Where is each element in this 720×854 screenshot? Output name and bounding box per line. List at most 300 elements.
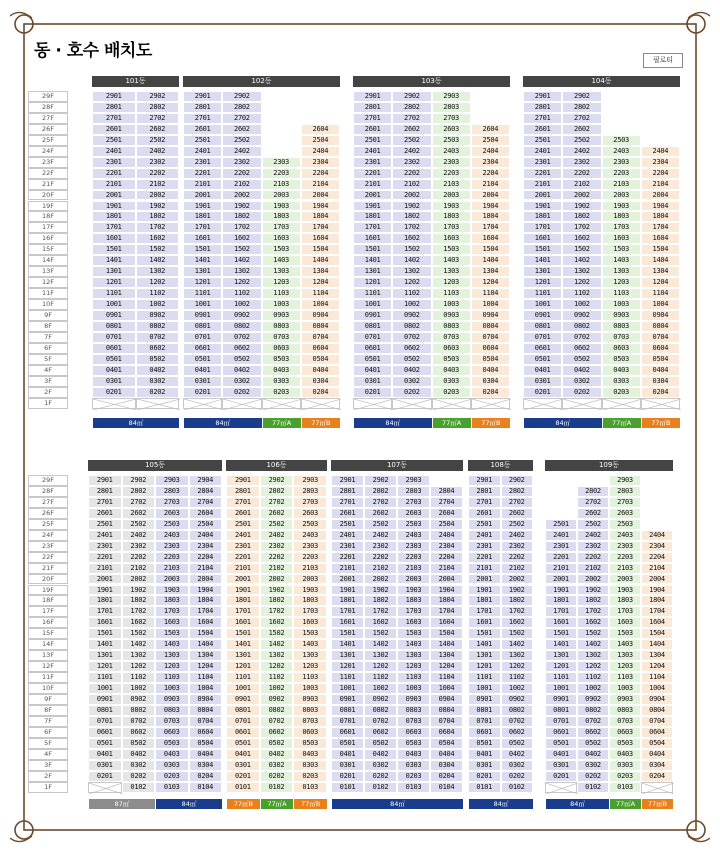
unit-cell: 1801 xyxy=(353,211,392,222)
unit-cell: 0301 xyxy=(92,376,136,387)
unit-cell: 2002 xyxy=(260,574,294,585)
unit-cell: 2101 xyxy=(523,179,562,190)
unit-cell: 1301 xyxy=(545,650,577,661)
unit-cell: 1501 xyxy=(92,244,136,255)
unit-cell: 0203 xyxy=(262,387,301,398)
unit-cell: 1904 xyxy=(189,585,223,596)
unit-cell: 0902 xyxy=(562,310,601,321)
unit-cell: 1403 xyxy=(602,255,641,266)
unit-cell: 1402 xyxy=(501,639,534,650)
floor-label: 11F xyxy=(28,672,68,683)
unit-cell: 2201 xyxy=(183,168,222,179)
unit-cell: 2801 xyxy=(353,102,392,113)
unit-cell: 0301 xyxy=(545,760,577,771)
unit-cell: 2502 xyxy=(222,135,261,146)
unit-cell: 0904 xyxy=(641,310,680,321)
floor-label: 24F xyxy=(28,146,68,157)
unit-cell: 0303 xyxy=(432,376,471,387)
unit-cell: 2502 xyxy=(122,519,156,530)
unit-cell: 2401 xyxy=(226,530,260,541)
unit-cell: 2002 xyxy=(364,574,397,585)
unit-cell: 0903 xyxy=(262,310,301,321)
unit-cell: 0403 xyxy=(602,365,641,376)
piloti-cell xyxy=(301,398,340,409)
unit-cell: 1404 xyxy=(641,639,673,650)
unit-cell: 0904 xyxy=(641,694,673,705)
unit-cell: 0401 xyxy=(183,365,222,376)
unit-cell: 0202 xyxy=(501,771,534,782)
unit-cell: 1902 xyxy=(392,201,431,212)
unit-cell: 0401 xyxy=(468,749,501,760)
floor-label: 1F xyxy=(28,782,68,793)
piloti-cell xyxy=(471,398,510,409)
unit-cell: 1302 xyxy=(260,650,294,661)
unit-cell: 1802 xyxy=(136,211,180,222)
unit-cell: 0804 xyxy=(301,321,340,332)
unit-cell: 1204 xyxy=(641,277,680,288)
unit-cell: 1003 xyxy=(262,299,301,310)
unit-cell: 1502 xyxy=(501,628,534,639)
unit-cell: 0302 xyxy=(364,760,397,771)
unit-cell: 1401 xyxy=(92,255,136,266)
unit-cell: 2302 xyxy=(136,157,180,168)
unit-cell: 2701 xyxy=(331,497,364,508)
piloti-cell xyxy=(641,782,673,793)
unit-cell: 1801 xyxy=(545,595,577,606)
unit-cell: 0602 xyxy=(562,343,601,354)
unit-cell: 0901 xyxy=(331,694,364,705)
unit-cell: 1101 xyxy=(523,288,562,299)
floor-label: 17F xyxy=(28,606,68,617)
unit-cell: 0501 xyxy=(226,738,260,749)
unit-cell: 1301 xyxy=(92,266,136,277)
unit-cell: 2002 xyxy=(562,190,601,201)
unit-cell: 0802 xyxy=(122,705,156,716)
unit-cell: 0301 xyxy=(331,760,364,771)
unit-cell: 2902 xyxy=(364,475,397,486)
unit-cell: 1103 xyxy=(432,288,471,299)
unit-cell: 1302 xyxy=(136,266,180,277)
unit-cell: 2302 xyxy=(222,157,261,168)
unit-cell: 0402 xyxy=(577,749,609,760)
unit-cell: 0701 xyxy=(92,332,136,343)
unit-cell: 1704 xyxy=(430,606,463,617)
floor-label: 8F xyxy=(28,705,68,716)
unit-cell: 2201 xyxy=(88,552,122,563)
unit-cell: 2801 xyxy=(88,486,122,497)
unit-cell: 1802 xyxy=(501,595,534,606)
unit-cell: 1001 xyxy=(353,299,392,310)
unit-cell: 0902 xyxy=(222,310,261,321)
unit-cell: 2303 xyxy=(293,541,327,552)
building-header: 102동 xyxy=(183,76,340,87)
unit-cell: 1202 xyxy=(392,277,431,288)
piloti-cross-icon xyxy=(302,399,341,410)
unit-cell: 1401 xyxy=(523,255,562,266)
unit-cell: 0801 xyxy=(92,321,136,332)
piloti-cross-icon xyxy=(393,399,432,410)
unit-cell: 1802 xyxy=(222,211,261,222)
unit-cell: 2302 xyxy=(364,541,397,552)
unit-cell: 0201 xyxy=(226,771,260,782)
unit-cell: 1503 xyxy=(155,628,189,639)
unit-cell: 0603 xyxy=(293,727,327,738)
unit-cell: 1304 xyxy=(641,650,673,661)
unit-cell: 0302 xyxy=(122,760,156,771)
unit-cell: 1103 xyxy=(293,672,327,683)
unit-cell: 0902 xyxy=(260,694,294,705)
unit-cell: 1902 xyxy=(222,201,261,212)
unit-cell: 0701 xyxy=(468,716,501,727)
floor-label: 14F xyxy=(28,639,68,650)
unit-cell: 0304 xyxy=(641,760,673,771)
unit-cell: 2201 xyxy=(226,552,260,563)
unit-cell: 2204 xyxy=(189,552,223,563)
unit-cell: 0901 xyxy=(92,310,136,321)
unit-cell: 1402 xyxy=(122,639,156,650)
floor-label: 20F xyxy=(28,190,68,201)
unit-cell: 0503 xyxy=(609,738,641,749)
unit-cell: 1402 xyxy=(562,255,601,266)
unit-cell: 1302 xyxy=(222,266,261,277)
unit-cell: 1001 xyxy=(88,683,122,694)
unit-cell: 0801 xyxy=(331,705,364,716)
unit-cell: 0603 xyxy=(155,727,189,738)
unit-cell: 0501 xyxy=(468,738,501,749)
unit-cell: 2002 xyxy=(392,190,431,201)
unit-cell: 2303 xyxy=(262,157,301,168)
unit-cell: 0202 xyxy=(260,771,294,782)
unit-cell: 0303 xyxy=(155,760,189,771)
building-header: 101동 xyxy=(92,76,179,87)
unit-cell: 1003 xyxy=(432,299,471,310)
unit-cell: 0404 xyxy=(641,365,680,376)
unit-cell: 0704 xyxy=(189,716,223,727)
unit-cell: 1501 xyxy=(183,244,222,255)
unit-cell: 2902 xyxy=(136,91,180,102)
unit-cell: 1104 xyxy=(471,288,510,299)
unit-cell: 2204 xyxy=(641,168,680,179)
unit-cell: 2403 xyxy=(397,530,430,541)
unit-cell: 0301 xyxy=(353,376,392,387)
unit-cell: 2402 xyxy=(501,530,534,541)
piloti-cell xyxy=(136,398,180,409)
unit-cell: 1701 xyxy=(226,606,260,617)
unit-cell: 1704 xyxy=(301,222,340,233)
unit-cell: 0503 xyxy=(293,738,327,749)
unit-cell: 2402 xyxy=(136,146,180,157)
unit-cell: 1901 xyxy=(92,201,136,212)
unit-cell: 0402 xyxy=(222,365,261,376)
unit-cell: 2301 xyxy=(353,157,392,168)
unit-cell: 1103 xyxy=(155,672,189,683)
unit-cell: 1703 xyxy=(397,606,430,617)
unit-cell: 2401 xyxy=(545,530,577,541)
unit-cell: 1901 xyxy=(523,201,562,212)
unit-cell: 0404 xyxy=(430,749,463,760)
unit-cell: 0503 xyxy=(432,354,471,365)
unit-cell: 1303 xyxy=(262,266,301,277)
unit-cell: 1701 xyxy=(331,606,364,617)
area-type-label: 84㎡ xyxy=(545,799,609,809)
unit-cell: 2804 xyxy=(189,486,223,497)
unit-cell: 0404 xyxy=(641,749,673,760)
unit-cell: 1403 xyxy=(432,255,471,266)
unit-cell: 1202 xyxy=(260,661,294,672)
unit-cell: 2902 xyxy=(501,475,534,486)
unit-cell: 1004 xyxy=(471,299,510,310)
piloti-legend: 필로티 xyxy=(643,53,683,68)
unit-cell: 0604 xyxy=(641,727,673,738)
floor-label: 3F xyxy=(28,376,68,387)
unit-cell: 2002 xyxy=(136,190,180,201)
building-header: 109동 xyxy=(545,460,673,471)
floor-label: 2F xyxy=(28,387,68,398)
unit-cell: 0403 xyxy=(293,749,327,760)
unit-cell: 2001 xyxy=(523,190,562,201)
floor-label: 5F xyxy=(28,354,68,365)
floor-label: 7F xyxy=(28,716,68,727)
piloti-cross-icon xyxy=(546,783,578,794)
unit-cell: 0604 xyxy=(430,727,463,738)
unit-cell: 0803 xyxy=(602,321,641,332)
unit-cell: 0404 xyxy=(189,749,223,760)
unit-cell: 0502 xyxy=(392,354,431,365)
unit-cell: 0602 xyxy=(136,343,180,354)
unit-cell: 2004 xyxy=(471,190,510,201)
unit-cell: 1204 xyxy=(189,661,223,672)
unit-cell: 2503 xyxy=(432,135,471,146)
unit-cell: 1203 xyxy=(609,661,641,672)
unit-cell: 2501 xyxy=(88,519,122,530)
unit-cell: 1804 xyxy=(471,211,510,222)
unit-cell: 0402 xyxy=(260,749,294,760)
unit-cell: 2402 xyxy=(122,530,156,541)
unit-cell: 2101 xyxy=(545,563,577,574)
unit-cell: 0104 xyxy=(430,782,463,793)
unit-cell: 1602 xyxy=(562,233,601,244)
unit-cell: 2104 xyxy=(430,563,463,574)
unit-cell: 0602 xyxy=(222,343,261,354)
unit-cell: 2602 xyxy=(501,508,534,519)
unit-cell: 1901 xyxy=(353,201,392,212)
unit-cell: 2602 xyxy=(364,508,397,519)
unit-cell: 2903 xyxy=(155,475,189,486)
unit-cell: 2504 xyxy=(430,519,463,530)
unit-cell: 0802 xyxy=(222,321,261,332)
unit-cell: 2703 xyxy=(155,497,189,508)
unit-cell: 2501 xyxy=(468,519,501,530)
unit-cell: 0903 xyxy=(432,310,471,321)
floor-label: 1F xyxy=(28,398,68,409)
unit-cell: 0202 xyxy=(136,387,180,398)
unit-cell: 2004 xyxy=(189,574,223,585)
unit-cell: 1702 xyxy=(222,222,261,233)
unit-cell: 0502 xyxy=(222,354,261,365)
unit-cell: 2503 xyxy=(602,135,641,146)
unit-cell: 2003 xyxy=(397,574,430,585)
unit-cell: 0701 xyxy=(523,332,562,343)
unit-cell: 1901 xyxy=(331,585,364,596)
unit-cell: 0904 xyxy=(301,310,340,321)
unit-cell: 0501 xyxy=(523,354,562,365)
unit-cell: 2102 xyxy=(260,563,294,574)
unit-cell: 0502 xyxy=(501,738,534,749)
unit-cell: 1901 xyxy=(88,585,122,596)
unit-cell: 2602 xyxy=(562,124,601,135)
area-type-label: 77㎡B xyxy=(301,418,340,428)
unit-cell: 2702 xyxy=(501,497,534,508)
unit-cell: 1203 xyxy=(293,661,327,672)
unit-cell: 1102 xyxy=(392,288,431,299)
unit-cell: 1002 xyxy=(260,683,294,694)
unit-cell: 1103 xyxy=(609,672,641,683)
unit-cell: 0803 xyxy=(397,705,430,716)
unit-cell: 1601 xyxy=(468,617,501,628)
floor-label: 9F xyxy=(28,694,68,705)
unit-cell: 0603 xyxy=(262,343,301,354)
unit-cell: 2401 xyxy=(92,146,136,157)
unit-cell: 0603 xyxy=(602,343,641,354)
unit-cell: 1604 xyxy=(641,233,680,244)
unit-cell: 0703 xyxy=(155,716,189,727)
unit-cell: 0203 xyxy=(397,771,430,782)
area-type-label: 77㎡A xyxy=(260,799,294,809)
unit-cell: 1104 xyxy=(189,672,223,683)
unit-cell: 0102 xyxy=(501,782,534,793)
unit-cell: 1702 xyxy=(562,222,601,233)
area-type-label: 84㎡ xyxy=(183,418,262,428)
unit-cell: 0504 xyxy=(430,738,463,749)
unit-cell: 2701 xyxy=(468,497,501,508)
unit-cell: 0701 xyxy=(331,716,364,727)
unit-cell: 2903 xyxy=(432,91,471,102)
unit-cell: 1201 xyxy=(226,661,260,672)
unit-cell: 1102 xyxy=(562,288,601,299)
unit-cell: 1201 xyxy=(523,277,562,288)
unit-cell: 1101 xyxy=(353,288,392,299)
unit-cell: 2703 xyxy=(397,497,430,508)
unit-cell: 2202 xyxy=(364,552,397,563)
unit-cell: 0202 xyxy=(562,387,601,398)
unit-cell: 2601 xyxy=(353,124,392,135)
unit-cell: 2803 xyxy=(155,486,189,497)
unit-cell: 0704 xyxy=(641,716,673,727)
unit-cell: 1503 xyxy=(602,244,641,255)
unit-cell: 1603 xyxy=(155,617,189,628)
unit-cell: 0401 xyxy=(353,365,392,376)
unit-cell: 0504 xyxy=(641,354,680,365)
unit-cell: 0404 xyxy=(471,365,510,376)
unit-cell: 1304 xyxy=(189,650,223,661)
unit-cell: 1802 xyxy=(562,211,601,222)
unit-cell: 1802 xyxy=(577,595,609,606)
unit-cell: 1301 xyxy=(331,650,364,661)
unit-cell: 2003 xyxy=(602,190,641,201)
unit-cell: 1301 xyxy=(468,650,501,661)
floor-label: 24F xyxy=(28,530,68,541)
unit-cell: 2301 xyxy=(331,541,364,552)
unit-cell: 0201 xyxy=(353,387,392,398)
unit-cell: 0102 xyxy=(364,782,397,793)
unit-cell: 1602 xyxy=(136,233,180,244)
unit-cell: 2104 xyxy=(301,179,340,190)
unit-cell: 0203 xyxy=(432,387,471,398)
unit-cell: 1103 xyxy=(262,288,301,299)
unit-cell: 0702 xyxy=(364,716,397,727)
piloti-cross-icon xyxy=(263,399,302,410)
unit-cell: 2204 xyxy=(471,168,510,179)
unit-cell: 0401 xyxy=(226,749,260,760)
unit-cell: 2001 xyxy=(92,190,136,201)
building-header: 105동 xyxy=(88,460,222,471)
unit-cell: 0801 xyxy=(523,321,562,332)
unit-cell: 1401 xyxy=(468,639,501,650)
unit-cell: 1903 xyxy=(602,201,641,212)
area-type-label: 87㎡ xyxy=(88,799,155,809)
unit-cell: 0602 xyxy=(501,727,534,738)
unit-cell: 1202 xyxy=(562,277,601,288)
unit-cell: 2301 xyxy=(88,541,122,552)
unit-cell: 0302 xyxy=(501,760,534,771)
unit-cell: 2302 xyxy=(392,157,431,168)
unit-cell: 1701 xyxy=(468,606,501,617)
unit-cell: 0501 xyxy=(92,354,136,365)
floor-label: 25F xyxy=(28,519,68,530)
unit-cell: 1801 xyxy=(523,211,562,222)
unit-cell: 0202 xyxy=(364,771,397,782)
unit-cell: 1502 xyxy=(364,628,397,639)
area-type-label: 84㎡ xyxy=(468,799,533,809)
floor-label: 19F xyxy=(28,585,68,596)
unit-cell: 1404 xyxy=(189,639,223,650)
unit-cell: 2103 xyxy=(397,563,430,574)
unit-cell: 0502 xyxy=(364,738,397,749)
unit-cell: 2404 xyxy=(641,530,673,541)
unit-cell: 0901 xyxy=(353,310,392,321)
floor-label: 29F xyxy=(28,475,68,486)
unit-cell: 2101 xyxy=(92,179,136,190)
unit-cell: 1903 xyxy=(432,201,471,212)
floor-label: 23F xyxy=(28,157,68,168)
unit-cell: 2502 xyxy=(562,135,601,146)
unit-cell: 0903 xyxy=(397,694,430,705)
unit-cell: 1402 xyxy=(364,639,397,650)
unit-cell: 2002 xyxy=(577,574,609,585)
unit-cell: 2603 xyxy=(432,124,471,135)
unit-cell: 2104 xyxy=(641,563,673,574)
unit-cell: 1902 xyxy=(260,585,294,596)
unit-cell: 1301 xyxy=(226,650,260,661)
area-type-label: 84㎡ xyxy=(155,799,222,809)
unit-cell: 2401 xyxy=(468,530,501,541)
unit-cell: 1102 xyxy=(122,672,156,683)
unit-cell: 1703 xyxy=(432,222,471,233)
unit-cell: 2901 xyxy=(226,475,260,486)
unit-cell: 0901 xyxy=(183,310,222,321)
piloti-cell xyxy=(562,398,601,409)
unit-cell: 1001 xyxy=(331,683,364,694)
unit-cell: 2102 xyxy=(501,563,534,574)
unit-cell: 0802 xyxy=(392,321,431,332)
unit-cell: 0903 xyxy=(602,310,641,321)
unit-cell: 1602 xyxy=(260,617,294,628)
unit-cell: 1101 xyxy=(92,288,136,299)
unit-cell: 1202 xyxy=(364,661,397,672)
unit-cell: 0702 xyxy=(392,332,431,343)
unit-cell: 2802 xyxy=(122,486,156,497)
unit-cell: 1002 xyxy=(222,299,261,310)
